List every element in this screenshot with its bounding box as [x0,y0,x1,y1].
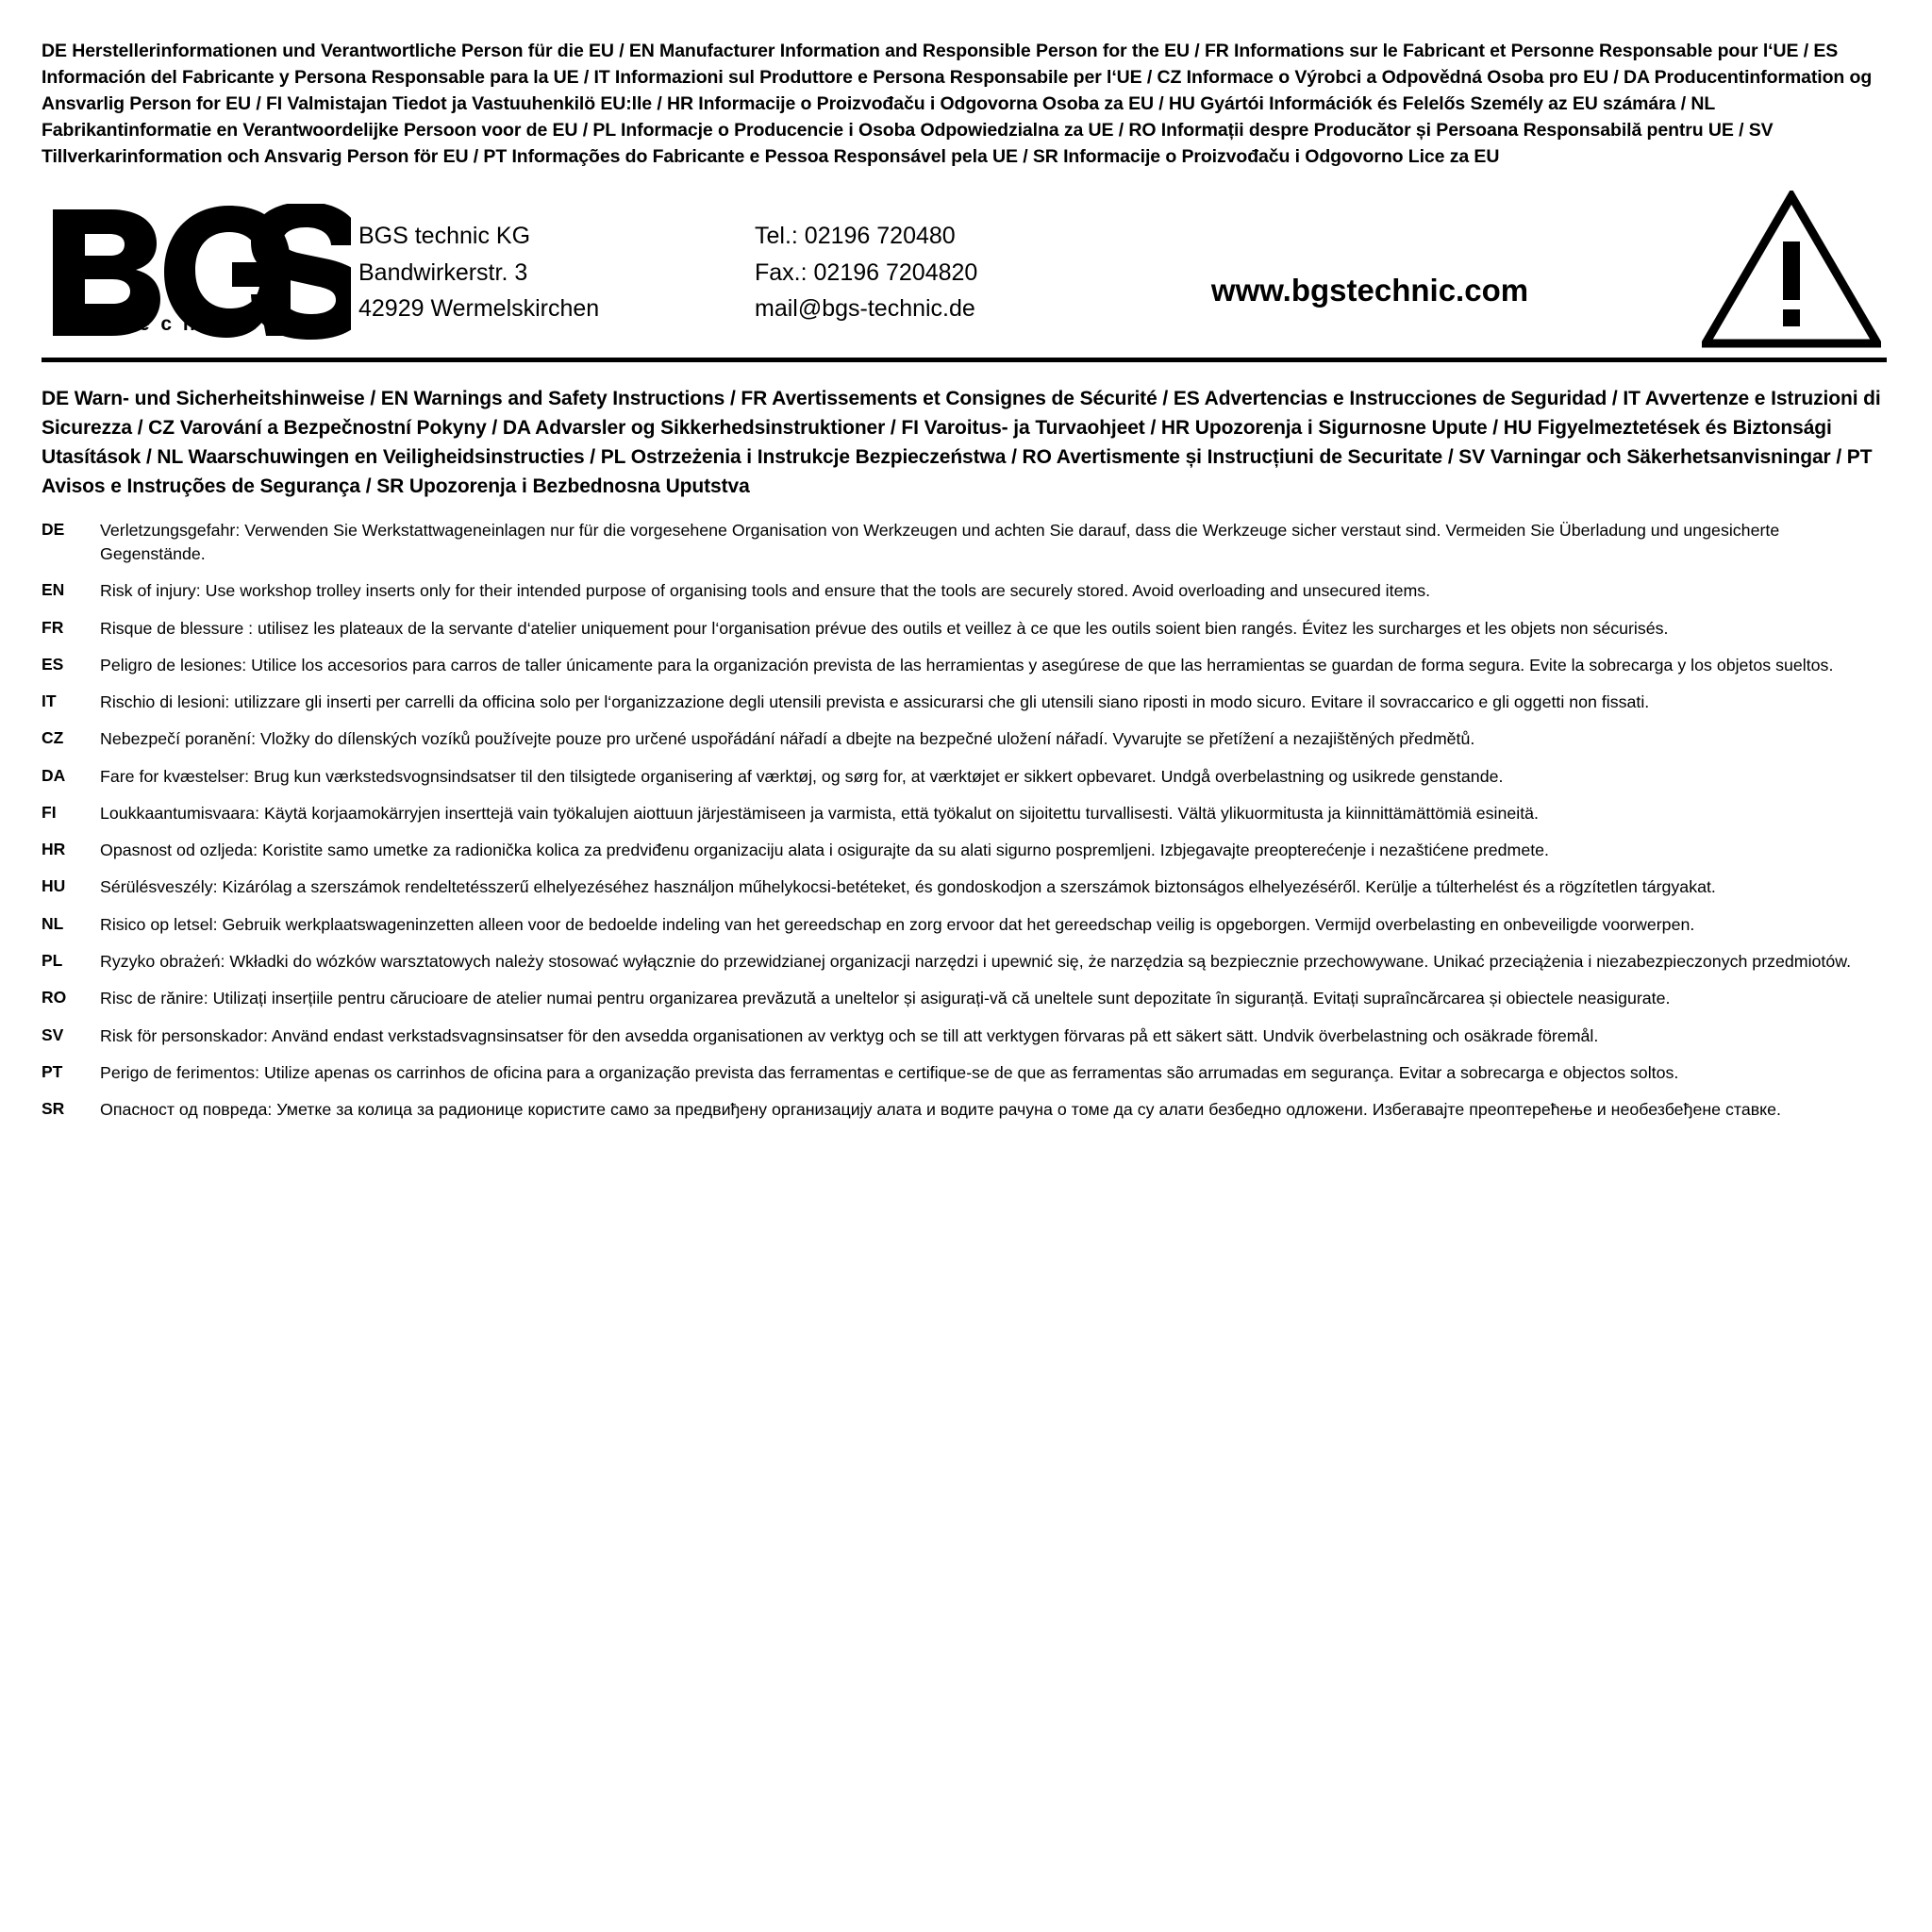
list-item [42,950,1887,974]
language-code: PL [42,951,63,971]
warning-text: Ryzyko obrażeń: Wkładki do wózków warsztatowych należy stosować wyłącznie do przewidzianej organizacji narzędzi i upewnić się, że narzędzia są bezpiecznie przechowywane. Unikać przeciążenia i niezabezpieczonych przedmiotów. [100,952,1852,972]
list-item [42,654,1887,677]
list-item [42,727,1887,751]
bgs-logo-subtext: t e c h n i c [121,312,260,335]
company-name: BGS technic KG [358,223,531,250]
language-code: DA [42,765,66,785]
company-email: mail@bgs-technic.de [755,295,975,323]
company-header [42,187,1887,352]
warnings-heading: DE Warn- und Sicherheitshinweise / EN Warnings and Safety Instructions / FR Avertissements et Consignes de Sécurité / ES Advertencias e Instrucciones de Seguridad / IT Avvertenze e Istruzioni di Sicurezza / CZ Varování a Bezpečnostní Pokyny / DA Advarsler og Sikkerhedsinstruktioner / FI Varoitus- ja Turvaohjeet / HR Upozorenja i Sigurnosne Upute / HU Figyelmeztetések és Biztonsági Utasítások / NL Waarschuwingen en Veiligheidsinstructies / PL Ostrzeżenia i Instrukcje Bezpieczeństwa / RO Avertismente și Instrucțiuni de Securitate / SV Varningar och Säkerhetsanvisningar / PT Avisos e Instruções de Segurança / SR Upozorenja i Bezbednosna Uputstva [42,388,1881,497]
list-item [42,1098,1887,1122]
multilingual-title: DE Herstellerinformationen und Verantwortliche Person für die EU / EN Manufacturer Information and Responsible Person for the EU / FR Informations sur le Fabricant et Personne Responsable pour l‘UE / ES Información del Fabricante y Persona Responsable para la UE / IT Informazioni sul Produttore e Persona Responsabile per l‘UE / CZ Informace o Výrobci a Odpovědná Osoba pro EU / DA Producentinformation og Ansvarlig Person for EU / FI Valmistajan Tiedot ja Vastuuhenkilö EU:lle / HR Informacije o Proizvođaču i Odgovorna Osoba za EU / HU Gyártói Információk és Felelős Személy az EU számára / NL Fabrikantinformatie en Verantwoordelijke Persoon voor de EU / PL Informacje o Producencie i Osoba Odpowiedzialna za UE / RO Informații despre Producător și Persoana Responsabilă pentru UE / SV Tillverkarinformation och Ansvarig Person för EU / PT Informações do Fabricante e Pessoa Responsável pela UE / SR Informacije o Proizvođaču i Odgovorno Lice za EU [42,41,1873,168]
language-code: RO [42,988,67,1008]
warning-text: Risico op letsel: Gebruik werkplaatswageninzetten alleen voor de bedoelde indeling van het gereedschap en zorg ervoor dat het gereedschap veilig is opgeborgen. Vermijd overbelasting en onbeveiligde voorwerpen. [100,914,1695,934]
list-item [42,519,1887,567]
language-code: NL [42,913,64,933]
language-code: FR [42,617,64,637]
company-city: 42929 Wermelskirchen [358,295,600,323]
warning-triangle-icon [1692,191,1887,349]
language-code: PT [42,1061,63,1081]
warning-text: Loukkaantumisvaara: Käytä korjaamokärryjen inserttejä vain työkalujen aiottuun järjestämiseen ja varmista, että työkalut on sijoitettu turvallisesti. Vältä ylikuormitusta ja kiinnittämättömiä esineitä. [100,803,1539,823]
company-street: Bandwirkerstr. 3 [358,258,528,286]
warning-text: Perigo de ferimentos: Utilize apenas os carrinhos de oficina para a organização prevista das ferramentas e certifique-se de que as ferramentas são arrumadas em segurança. Evitar a sobrecarga e objectos soltos. [100,1062,1679,1082]
language-code: IT [42,691,57,711]
language-code: HR [42,840,66,859]
list-item [42,691,1887,714]
company-tel: Tel.: 02196 720480 [755,223,956,250]
language-code: FI [42,802,57,822]
list-item [42,875,1887,899]
language-code: EN [42,580,65,600]
warning-text: Sérülésveszély: Kizárólag a szerszámok rendeltetésszerű elhelyezéséhez használjon műhelykocsi-betéteket, és gondoskodjon a szerszámok biztonságos elhelyezéséről. Kerülje a túlterhelést és a rögzítetlen tárgyakat. [100,877,1716,897]
language-code: SV [42,1024,64,1044]
registered-mark-icon: ® [306,205,323,231]
company-address [358,212,755,327]
warning-text: Verletzungsgefahr: Verwenden Sie Werkstattwageneinlagen nur für die vorgesehene Organisation von Werkzeugen und achten Sie darauf, dass die Werkzeuge sicher verstaut sind. Vermeiden Sie Überladung und ungesicherte Gegenstände. [100,520,1780,564]
language-code: CZ [42,728,64,748]
list-item [42,913,1887,937]
warning-text: Peligro de lesiones: Utilice los accesorios para carros de taller únicamente para la organización prevista de las herramientas y asegúrese de que las herramientas se guardan de forma segura. Evite la sobrecarga y los objetos sueltos. [100,655,1834,675]
list-item [42,1024,1887,1048]
warning-text: Risc de rănire: Utilizați inserțiile pentru cărucioare de atelier numai pentru organizarea prevăzută a uneltelor și asigurați-vă că uneltele sunt depozitate în siguranță. Evitați supraîncărcarea și obiectele neasigurate. [100,989,1671,1008]
list-item [42,765,1887,789]
warning-text: Fare for kvæstelser: Brug kun værkstedsvognsindsatser til den tilsigtede organisering af værktøj, og sørg for, at værktøjet er sikkert opbevaret. Undgå overbelastning og usikrede genstande. [100,766,1504,786]
warning-text: Risque de blessure : utilisez les plateaux de la servante d‘atelier uniquement pour l‘organisation prévue des outils et veillez à ce que les outils soient bien rangés. Évitez les surcharges et les objets non sécurisés. [100,618,1669,638]
warning-text: Risk för personskador: Använd endast verkstadsvagnsinsatser för den avsedda organisationen av verktyg och se till att verktygen förvaras på ett säkert sätt. Undvik överbelastning och osäkrade föremål. [100,1025,1599,1045]
company-contact [755,212,1066,327]
company-fax: Fax.: 02196 7204820 [755,258,978,286]
company-website: www.bgstechnic.com [1210,272,1529,308]
language-code: SR [42,1099,65,1119]
language-code: ES [42,654,64,674]
warning-text: Nebezpečí poranění: Vložky do dílenských vozíků používejte pouze pro určené uspořádání nářadí a dbejte na bezpečné uložení nářadí. Vyvarujte se přetížení a nezajištěných předmětů. [100,729,1475,749]
warning-text: Опасност од повреда: Уметке за колица за радионице користите само за предвиђену организацију алата и водите рачуна о томе да су алати безбедно одложени. Избегавајте преоптерећење и необезбеђене ставке. [100,1100,1781,1120]
warning-text: Rischio di lesioni: utilizzare gli inserti per carrelli da officina solo per l‘organizzazione degli utensili prevista e assicurarsi che gli utensili siano riposti in modo sicuro. Evitare il sovraccarico e gli oggetti non fissati. [100,692,1650,712]
list-item [42,579,1887,603]
list-item [42,617,1887,641]
list-item [42,839,1887,862]
warning-text: Opasnost od ozljeda: Koristite samo umetke za radionička kolica za predviđenu organizaciju alata i osigurajte da su alati sigurno pospremljeni. Izbjegavajte preopterećenje i nezaštićene predmete. [100,841,1549,860]
list-item [42,1061,1887,1085]
warning-text: Risk of injury: Use workshop trolley inserts only for their intended purpose of organising tools and ensure that the tools are securely stored. Avoid overloading and unsecured items. [100,581,1431,601]
language-code: DE [42,519,65,539]
warnings-list [42,519,1887,1123]
list-item [42,987,1887,1010]
list-item [42,802,1887,825]
bgs-logo [42,204,358,336]
language-code: HU [42,876,66,896]
header-divider [42,358,1887,362]
